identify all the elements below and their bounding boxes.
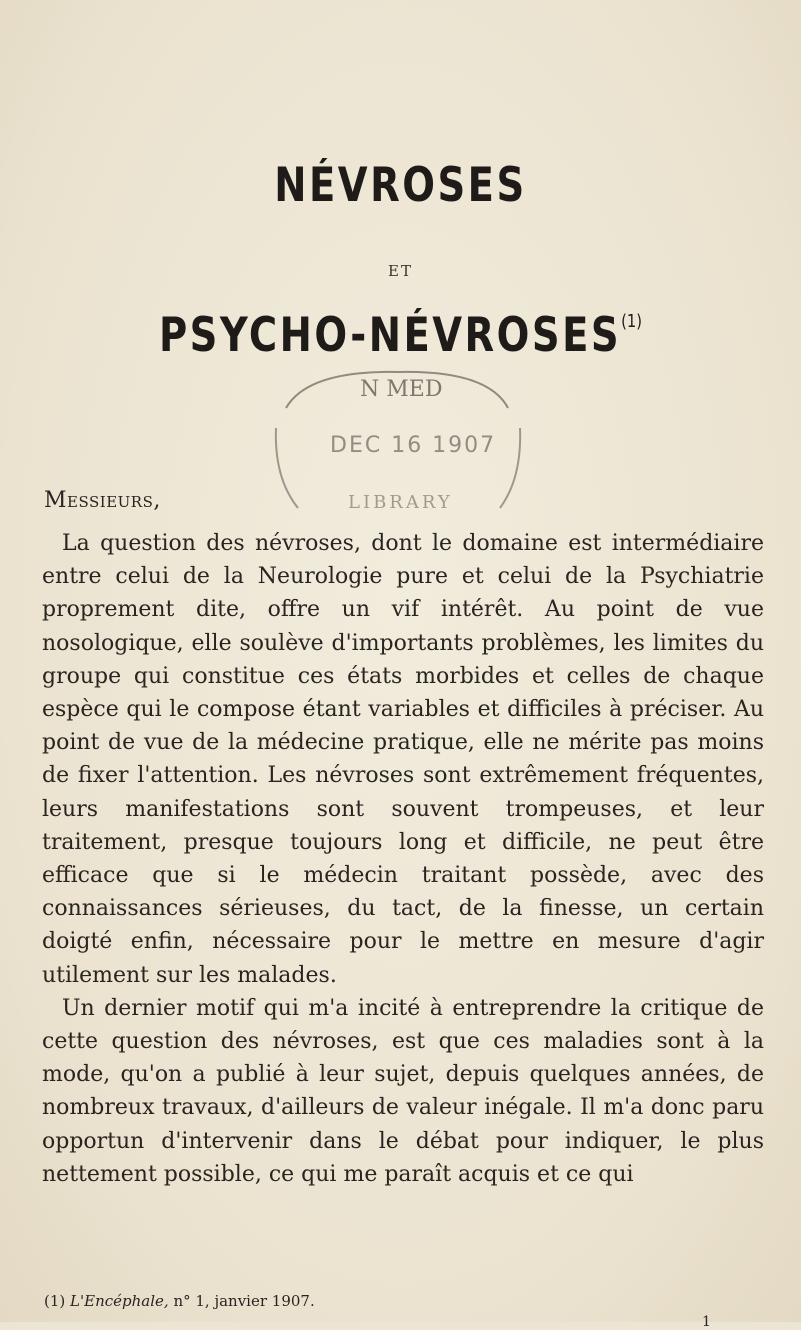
footnote-journal: L'Encéphale,: [70, 1292, 169, 1310]
stamp-date: DEC 16 1907: [330, 433, 497, 458]
subtitle-footnote-marker: (1): [621, 311, 643, 332]
body-text: [42, 527, 764, 1191]
page-subtitle: [72, 308, 729, 363]
title-conjunction: ET: [388, 262, 413, 280]
footnote-details: n° 1, janvier 1907.: [173, 1292, 315, 1310]
salutation: Messieurs,: [44, 488, 161, 513]
page-number: 1: [702, 1314, 711, 1330]
paragraph-2: Un dernier motif qui m'a incité à entreprendre la critique de cette question des névroses, est que ces maladies sont à la mode, qu'on a publié à leur sujet, depuis quelques années, de nombreux travaux, d'ailleurs de valeur inégale. Il m'a donc paru opportun d'intervenir dans le débat pour indiquer, le plus nettement possible, ce qui me paraît acquis et ce qui: [42, 995, 764, 1187]
paragraph-1: La question des névroses, dont le domaine est intermédiaire entre celui de la Neurologie pure et celui de la Psychiatrie proprement dite, offre un vif intérêt. Au point de vue nosologique, elle soulève d'importants problèmes, les limites du groupe qui constitue ces états morbides et celles de chaque espèce qui le compose étant variables et difficiles à préciser. Au point de vue de la médecine pratique, elle ne mérite pas moins de fixer l'attention. Les névroses sont extrêmement fréquentes, leurs manifestations sont souvent trompeuses, et leur traitement, presque toujours long et difficile, ne peut être efficace que si le médecin traitant possède, avec des connaissances sérieuses, du tact, de la finesse, un certain doigté enfin, nécessaire pour le mettre en mesure d'agir utilement sur les malades.: [42, 531, 764, 988]
footnote: [44, 1292, 315, 1310]
page-title: NÉVROSES: [274, 158, 527, 213]
footnote-marker: (1): [44, 1292, 66, 1310]
stamp-bottom-text: LIBRARY: [348, 492, 453, 513]
stamp-arc-text: N MED: [360, 377, 443, 402]
library-stamp: [268, 368, 528, 518]
subtitle-text: PSYCHO-NÉVROSES: [158, 308, 622, 363]
